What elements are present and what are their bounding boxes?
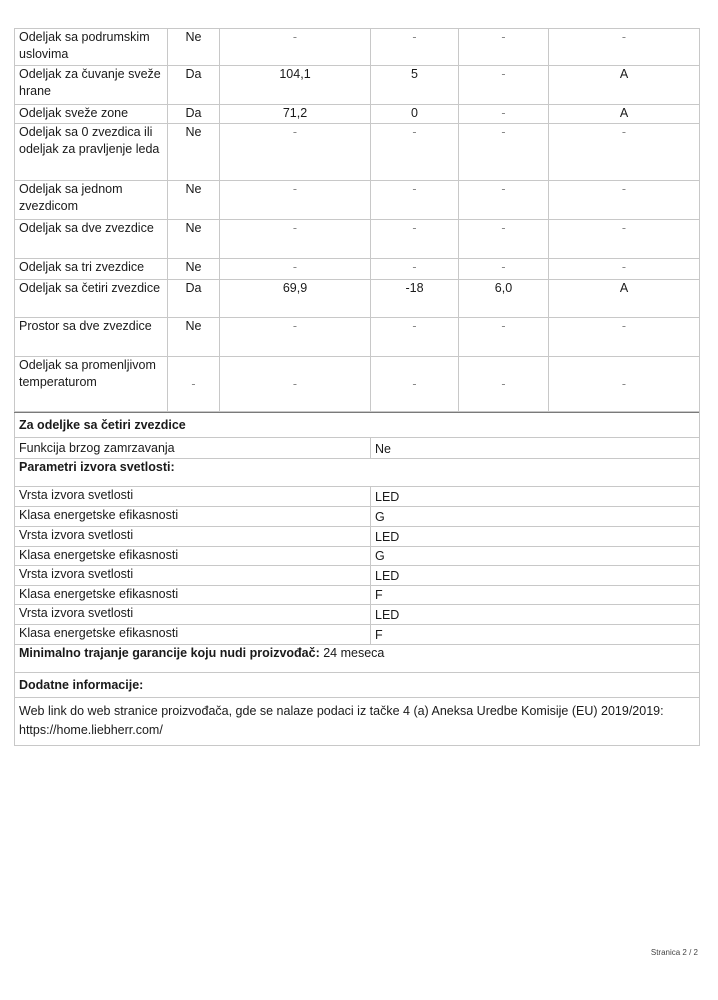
light-row	[15, 625, 700, 645]
compartment-climate: -	[549, 357, 700, 412]
fast-freeze-row	[15, 438, 700, 459]
compartment-temp: -	[371, 220, 459, 259]
light-heading-row	[15, 459, 700, 487]
compartment-name: Odeljak sa dve zvezdice	[15, 220, 168, 259]
compartment-temp: 5	[371, 66, 459, 105]
warranty-value: 24 meseca	[319, 646, 385, 660]
compartment-present: Ne	[168, 124, 220, 181]
compartment-name: Prostor sa dve zvezdice	[15, 318, 168, 357]
light-value: G	[371, 547, 700, 566]
compartment-volume: 69,9	[220, 280, 371, 318]
compartment-row	[15, 29, 700, 66]
compartment-climate: -	[549, 124, 700, 181]
light-value: LED	[371, 487, 700, 507]
additional-text-row	[15, 698, 700, 746]
additional-heading-row	[15, 673, 700, 698]
compartment-temp: -18	[371, 280, 459, 318]
light-row	[15, 547, 700, 566]
light-label: Vrsta izvora svetlosti	[15, 605, 371, 625]
compartment-climate: -	[549, 220, 700, 259]
warranty-row	[15, 645, 700, 673]
light-row	[15, 566, 700, 586]
compartment-temp: 0	[371, 105, 459, 124]
compartment-volume: 71,2	[220, 105, 371, 124]
compartment-temp: -	[371, 259, 459, 280]
compartment-climate: A	[549, 280, 700, 318]
compartment-row	[15, 259, 700, 280]
light-value: G	[371, 507, 700, 527]
compartment-row	[15, 357, 700, 412]
compartment-climate: -	[549, 29, 700, 66]
compartment-climate: -	[549, 318, 700, 357]
light-label: Klasa energetske efikasnosti	[15, 507, 371, 527]
compartment-volume: 104,1	[220, 66, 371, 105]
light-value: F	[371, 625, 700, 645]
compartment-temp: -	[371, 357, 459, 412]
light-row	[15, 605, 700, 625]
compartment-volume: -	[220, 259, 371, 280]
compartments-table	[14, 28, 700, 412]
light-value: LED	[371, 566, 700, 586]
compartment-name: Odeljak sa podrumskim uslovima	[15, 29, 168, 66]
compartment-freezing: -	[459, 124, 549, 181]
compartment-volume: -	[220, 29, 371, 66]
compartment-climate: A	[549, 105, 700, 124]
compartment-row	[15, 66, 700, 105]
page-number: Stranica 2 / 2	[650, 948, 698, 957]
light-row	[15, 487, 700, 507]
compartment-present: -	[168, 357, 220, 412]
compartment-volume: -	[220, 124, 371, 181]
compartment-temp: -	[371, 29, 459, 66]
compartment-volume: -	[220, 318, 371, 357]
compartment-name: Odeljak sa četiri zvezdice	[15, 280, 168, 318]
fast-freeze-value: Ne	[371, 438, 700, 459]
compartment-name: Odeljak sa promenljivom temperaturom	[15, 357, 168, 412]
compartment-volume: -	[220, 220, 371, 259]
light-label: Klasa energetske efikasnosti	[15, 586, 371, 605]
compartment-present: Ne	[168, 29, 220, 66]
light-label: Vrsta izvora svetlosti	[15, 487, 371, 507]
compartment-freezing: -	[459, 357, 549, 412]
light-label: Klasa energetske efikasnosti	[15, 625, 371, 645]
compartment-row	[15, 318, 700, 357]
compartment-row	[15, 181, 700, 220]
light-value: LED	[371, 605, 700, 625]
compartment-temp: -	[371, 318, 459, 357]
four-star-heading-row	[15, 413, 700, 438]
compartment-temp: -	[371, 181, 459, 220]
compartment-present: Da	[168, 280, 220, 318]
compartment-climate: -	[549, 259, 700, 280]
compartment-row	[15, 124, 700, 181]
compartment-freezing: -	[459, 66, 549, 105]
compartment-name: Odeljak sa 0 zvezdica ili odeljak za pravljenje leda	[15, 124, 168, 181]
compartment-row	[15, 280, 700, 318]
compartment-present: Da	[168, 105, 220, 124]
light-heading: Parametri izvora svetlosti:	[15, 459, 700, 487]
compartment-freezing: -	[459, 220, 549, 259]
light-row	[15, 507, 700, 527]
compartment-climate: A	[549, 66, 700, 105]
additional-heading: Dodatne informacije:	[15, 673, 700, 698]
light-label: Vrsta izvora svetlosti	[15, 527, 371, 547]
compartment-name: Odeljak sa jednom zvezdicom	[15, 181, 168, 220]
light-label: Klasa energetske efikasnosti	[15, 547, 371, 566]
compartment-present: Ne	[168, 220, 220, 259]
four-star-heading: Za odeljke sa četiri zvezdice	[15, 413, 700, 438]
warranty-cell	[15, 645, 700, 673]
compartment-present: Ne	[168, 181, 220, 220]
compartment-name: Odeljak sveže zone	[15, 105, 168, 124]
compartment-name: Odeljak za čuvanje sveže hrane	[15, 66, 168, 105]
compartment-temp: -	[371, 124, 459, 181]
compartment-freezing: 6,0	[459, 280, 549, 318]
compartment-freezing: -	[459, 318, 549, 357]
compartment-name: Odeljak sa tri zvezdice	[15, 259, 168, 280]
compartment-present: Ne	[168, 318, 220, 357]
additional-text: Web link do web stranice proizvođača, gde se nalaze podaci iz tačke 4 (a) Aneksa Uredbe Komisije (EU) 2019/2019: https://home.liebherr.com/	[15, 698, 700, 746]
light-row	[15, 586, 700, 605]
compartment-freezing: -	[459, 29, 549, 66]
light-value: F	[371, 586, 700, 605]
warranty-label: Minimalno trajanje garancije koju nudi proizvođač:	[19, 646, 320, 660]
compartment-present: Ne	[168, 259, 220, 280]
compartment-volume: -	[220, 181, 371, 220]
compartment-freezing: -	[459, 105, 549, 124]
light-value: LED	[371, 527, 700, 547]
compartment-row	[15, 105, 700, 124]
compartment-row	[15, 220, 700, 259]
fast-freeze-label: Funkcija brzog zamrzavanja	[15, 438, 371, 459]
compartment-present: Da	[168, 66, 220, 105]
compartment-freezing: -	[459, 259, 549, 280]
compartment-climate: -	[549, 181, 700, 220]
compartment-volume: -	[220, 357, 371, 412]
compartment-freezing: -	[459, 181, 549, 220]
light-row	[15, 527, 700, 547]
light-label: Vrsta izvora svetlosti	[15, 566, 371, 586]
additional-info-table	[14, 412, 700, 746]
